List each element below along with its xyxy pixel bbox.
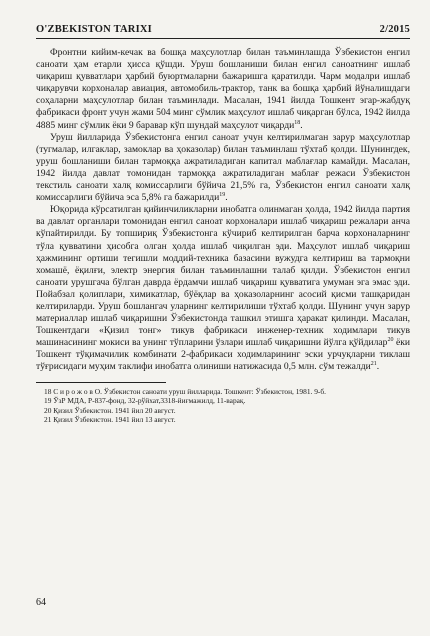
footnote-20: 20 Қизил Ўзбекистон. 1941 йил 20 август. bbox=[44, 405, 176, 415]
running-header bbox=[36, 24, 410, 39]
paragraph-3-text-cont: ёки Тошкент тўқимачилик комбинати 2-фабрикаси ходимларининг эски урчуқларни тиклаш тўғрисидаги муҳим таклифи инобатга олиниши натижасида 0,5 млн. сўм тежалди bbox=[36, 337, 410, 373]
footnote-divider bbox=[36, 382, 166, 383]
page-number: 64 bbox=[36, 597, 46, 608]
footnote-ref-21[interactable]: 21 bbox=[370, 361, 377, 368]
paragraph-1-text: Фронтни кийим-кечак ва бошқа маҳсулотлар билан таъминлашда Ўзбекистон енгил саноати ҳам етарли ҳисса қўшди. Уруш бошланиши билан енгил саноатнинг ишлаб чиқариш қувватлари ҳарбий буюртмаларни бажаришга қаратилди. Чарм модалри ишлаб чиқарувчи корхоналар авиация, автомобиль-трактор, танк ва бошқа ҳарбий йўналишдаги соҳаларни маҳсулотлар билан таъминлади. Масалан, 1941 йилда Тошкент эгар-жабдуқ фабрикаси фронт учун жами 504 минг сўмлик маҳсулот ишлаб чиқарган бўлса, 1942 йилда 4885 минг сўмлик ёки 9 баравар кўп шундай маҳсулот чиқарди bbox=[36, 47, 410, 131]
footnote-ref-19[interactable]: 19 bbox=[219, 191, 226, 198]
footnote-ref-20[interactable]: 20 bbox=[387, 337, 394, 344]
footnote-ref-18[interactable]: 18 bbox=[294, 119, 301, 126]
footnotes bbox=[36, 387, 410, 425]
footnote-21: 21 Қизил Ўзбекистон. 1941 йил 13 август. bbox=[44, 415, 176, 425]
footnote-19: 19 ЎзР МДА, Р-837-фонд, 32-рўйхат,3318-йиғмажилд, 11-варақ. bbox=[44, 396, 246, 406]
paragraph-1: Фронтни кийим-кечак ва бошқа маҳсулотлар билан таъминлашда Ўзбекистон енгил саноати ҳам етарли ҳисса қўшди. Уруш бошланиши билан енгил саноатнинг ишлаб чиқариш қувватлари ҳарбий буюртмаларни бажаришга қаратилди. Чарм модалри ишлаб чиқарувчи корхоналар авиация, автомобиль-трактор, танк ва бошқа ҳарбий йўналишдаги соҳаларни маҳсулотлар билан таъминлади. Масалан, 1941 йилда Тошкент эгар-жабдуқ фабрикаси фронт учун жами 504 минг сўмлик маҳсулот ишлаб чиқарган бўлса, 1942 йилда 4885 минг сўмлик ёки 9 баравар кўп шундай маҳсулот чиқарди$^{18}$. bbox=[36, 47, 410, 131]
journal-title: O'ZBEKISTON TARIXI bbox=[36, 24, 152, 35]
issue-number: 2/2015 bbox=[379, 24, 410, 35]
footnote-18: 18 С и р о ж о в О. Ўзбекистон саноати уруш йилларида. Тошкент: Ўзбекистон, 1981. 9-б. bbox=[44, 386, 326, 396]
article-body bbox=[36, 47, 410, 374]
paragraph-2-text: Уруш йилларида Ўзбекистонга енгил саноат учун келтирилмаган зарур маҳсулотлар (тугмалар, илгаклар, замоклар ва ҳоказолар) билан таъминлаш тўхтаб қолди. Шунингдек, уруш бошланиши билан тармоққа ажратиладиган капитал маблағлар камайди. Масалан, 1942 йилда давлат томонидан тармоққа ажратиладиган маблағ режаси Ўзбекистон текстиль саноати халқ комиссарлиги бўйича 21,5% га, Ўзбекистон енгил саноати халқ комиссарлиги бўйича эса 5,8% га бажарилди bbox=[36, 131, 410, 204]
paragraph-3: Юқорида кўрсатилган қийинчиликларни инобатга олинмаган ҳолда, 1942 йилда партия ва давлат органлари томонидан енгил саноат корхоналари ишлаб чиқариш режалари анча кўпайтирилди. Бу топшириқ Ўзбекистонга кўчириб келтирилган барча корхоналарнинг тўла қувватини ҳисобга олган ҳолда ишлаб чиқилган эди. Маҳсулот ишлаб чиқариш ҳажмининг ортиши тегишли моддий-техника базасини вужудга келтириш ва тармоқни хомашё, ёқилғи, электр энергия билан таъминлашни талаб қилди. Ўзбекистон енгил саноати урушгача бўлган даврда ёрдамчи ишлаб чиқариш қувватига умуман эга эмас эди. Пойабзал қолиплари, химикатлар, бўёқлар ва ҳоказоларнинг асосий қисми ташқаридан келтириларди. Уруш бошлангач уларнинг келтирилиши тўхтаб қолди. Шунинг учун зарур материаллар ишлаб чиқаришни Ўзбекистонда ташкил этишга ҳаракат қилинди. Масалан, Тошкентдаги «Қизил тонг» тикув фабрикаси инженер-техник ходимлари тикув машинасининг мокиси ва унинг тўпларини ўзлари ишлаб чиқаришни йўлга қўйдилар$^{20}$ ёки Тошкент тўқимачилик комбинати 2-фабрикаси ходимларининг эски урчуқларни тиклаш тўғрисидаги муҳим таклифи инобатга олиниши натижасида 0,5 млн. сўм тежалди$^{21}$. bbox=[36, 204, 410, 373]
paragraph-3-text: Юқорида кўрсатилган қийинчиликларни инобатга олинмаган ҳолда, 1942 йилда партия ва давлат органлари томонидан енгил саноат корхоналари ишлаб чиқариш режалари анча кўпайтирилди. Бу топшириқ Ўзбекистонга кўчириб келтирилган барча корхоналарнинг тўла қувватини ҳисобга олган ҳолда ишлаб чиқилган эди. Маҳсулот ишлаб чиқариш ҳажмининг ортиши тегишли моддий-техника базасини вужудга келтириш ва тармоқни хомашё, ёқилғи, электр энергия билан таъминлашни талаб қилди. Ўзбекистон енгил саноати урушгача бўлган даврда ёрдамчи ишлаб чиқариш қувватига умуман эга эмас эди. Пойабзал қолиплари, химикатлар, бўёқлар ва ҳоказоларнинг асосий қисми ташқаридан келтириларди. Уруш бошлангач уларнинг келтирилиши тўхтаб қолди. Шунинг учун зарур материаллар ишлаб чиқаришни Ўзбекистонда ташкил этишга ҳаракат қилинди. Масалан, Тошкентдаги «Қизил тонг» тикув фабрикаси инженер-техник ходимлари тикув машинасининг мокиси ва унинг тўпларини ўзлари ишлаб чиқаришни йўлга қўйдилар bbox=[36, 204, 410, 349]
paragraph-2: Уруш йилларида Ўзбекистонга енгил саноат учун келтирилмаган зарур маҳсулотлар (тугмалар, илгаклар, замоклар ва ҳоказолар) билан таъминлаш тўхтаб қолди. Шунингдек, уруш бошланиши билан тармоққа ажратиладиган капитал маблағлар камайди. Масалан, 1942 йилда давлат томонидан тармоққа ажратиладиган маблағ режаси Ўзбекистон текстиль саноати халқ комиссарлиги бўйича 21,5% га, Ўзбекистон енгил саноати халқ комиссарлиги бўйича эса 5,8% га бажарилди$^{19}$. bbox=[36, 131, 410, 204]
journal-page bbox=[20, 24, 410, 614]
